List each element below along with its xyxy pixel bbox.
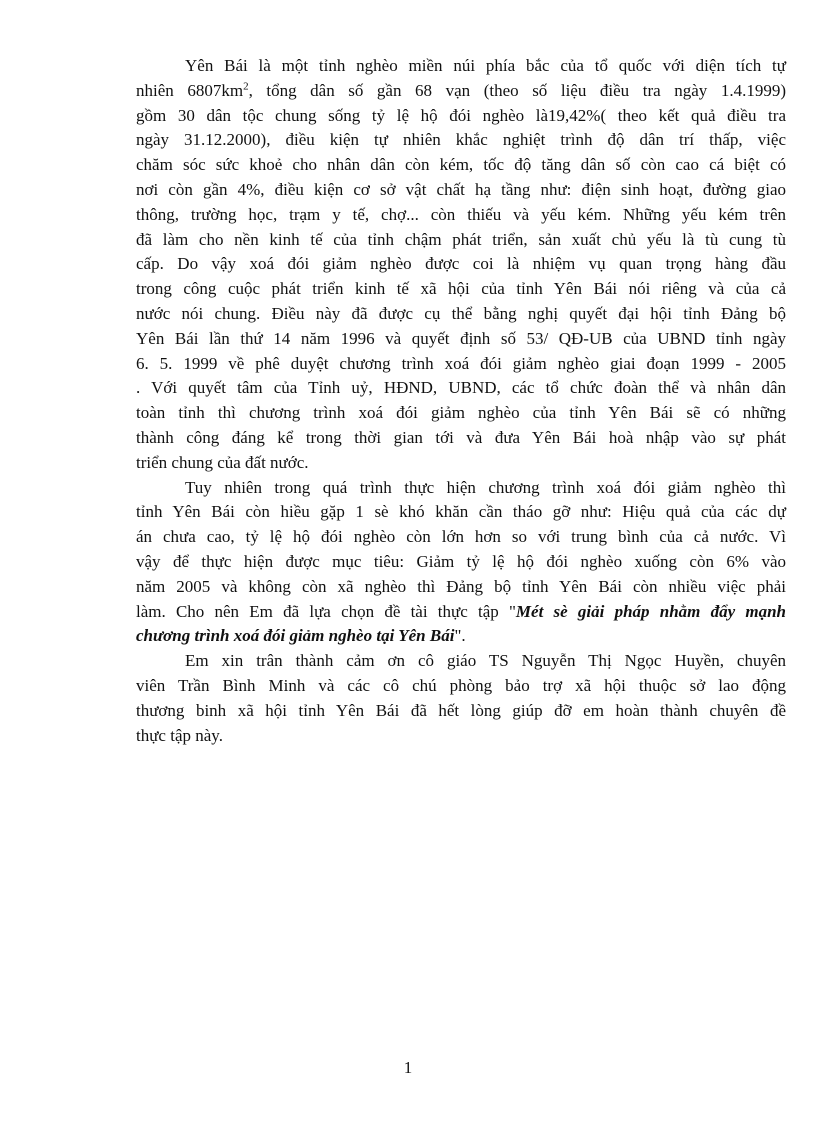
text-line: năm 2005 và không còn xã nghèo thì Đảng bộ tỉnh Yên Bái còn nhiều việc phải xyxy=(136,576,786,596)
text-line: triển chung của đất nước. xyxy=(136,452,309,472)
superscript: 2 xyxy=(243,80,249,93)
text-line: viên Trần Bình Minh và các cô chú phòng bảo trợ xã hội thuộc sở lao động xyxy=(136,675,786,695)
body-text xyxy=(136,54,786,748)
text-line: Yên Bái là một tỉnh nghèo miền núi phía bắc của tổ quốc với diện tích tự xyxy=(185,56,786,75)
text-line: 6. 5. 1999 về phê duyệt chương trình xoá đói giảm nghèo giai đoạn 1999 - 2005 xyxy=(136,353,786,373)
text-line: thành công đáng kể trong thời gian tới và đưa Yên Bái hoà nhập vào sự phát xyxy=(136,427,786,447)
text-line: vậy để thực hiện được mục tiêu: Giảm tỷ lệ hộ đói nghèo xuống còn 6% vào xyxy=(136,551,786,571)
text-line: ngày 31.12.2000), điều kiện tự nhiên khắc nghiệt trình độ dân trí thấp, việc xyxy=(136,130,786,150)
text-line xyxy=(136,600,786,625)
text-line: thực tập này. xyxy=(136,725,223,745)
text-line: gồm 30 dân tộc chung sống tỷ lệ hộ đói nghèo là19,42%( theo kết quả điều tra xyxy=(136,105,786,125)
text-line: đã làm cho nền kinh tế của tỉnh chậm phát triển, sản xuất chủ yếu là tù cung tù xyxy=(136,229,786,249)
text-line xyxy=(136,79,786,104)
text-span: ". xyxy=(454,626,466,646)
thesis-title: chương trình xoá đói giảm nghèo tại Yên Bái xyxy=(136,626,455,646)
text-span: làm. Cho nên Em đã lựa chọn đề tài thực tập " xyxy=(136,601,516,621)
page-number: 1 xyxy=(403,1058,413,1077)
text-line: nơi còn gần 4%, điều kiện cơ sở vật chất hạ tầng như: điện sinh hoạt, đường giao xyxy=(136,179,786,199)
text-line: nước nói chung. Điều này đã được cụ thể bằng nghị quyết đại hội tỉnh Đảng bộ xyxy=(136,303,786,323)
text-line: Em xin trân thành cảm ơn cô giáo TS Nguyễn Thị Ngọc Huyền, chuyên xyxy=(185,651,786,671)
text-line: án chưa cao, tỷ lệ hộ đói nghèo còn lớn hơn so với trung bình của cả nước. Vì xyxy=(136,527,786,547)
text-span: nhiên 6807km xyxy=(136,80,244,100)
thesis-title: Mét sè giải pháp nhằm đẩy mạnh xyxy=(515,601,786,621)
text-line: tỉnh Yên Bái còn hiều gặp 1 sè khó khăn cần tháo gỡ như: Hiệu quả của các dự xyxy=(136,502,786,522)
text-line: cấp. Do vậy xoá đói giảm nghèo được coi là nhiệm vụ quan trọng hàng đầu xyxy=(136,254,786,274)
text-line: thương binh xã hội tỉnh Yên Bái đã hết lòng giúp đỡ em hoàn thành chuyên đề xyxy=(136,700,786,720)
paragraph-acknowledgement xyxy=(136,649,786,748)
text-line: chăm sóc sức khoẻ cho nhân dân còn kém, tốc độ tăng dân số còn cao cá biệt có xyxy=(136,155,786,175)
text-line: trong công cuộc phát triển kinh tế xã hội của tỉnh Yên Bái nói riêng và của cả xyxy=(136,279,786,299)
paragraph-challenges xyxy=(136,476,786,650)
text-line: . Với quyết tâm của Tỉnh uỷ, HĐND, UBND, các tổ chức đoàn thể và nhân dân xyxy=(136,378,786,398)
text-line xyxy=(136,624,786,649)
text-line: thông, trường học, trạm y tế, chợ... còn thiếu và yếu kém. Những yếu kém trên xyxy=(136,204,786,224)
text-span: , tổng dân số gần 68 vạn (theo số liệu điều tra ngày 1.4.1999) xyxy=(248,80,786,100)
paragraph-intro xyxy=(136,54,786,476)
text-line: Yên Bái lần thứ 14 năm 1996 và quyết định số 53/ QĐ-UB của UBND tỉnh ngày xyxy=(136,328,786,348)
text-line: Tuy nhiên trong quá trình thực hiện chương trình xoá đói giảm nghèo thì xyxy=(185,477,786,497)
text-line: toàn tỉnh thì chương trình xoá đói giảm nghèo của tỉnh Yên Bái sẽ có những xyxy=(136,403,786,423)
